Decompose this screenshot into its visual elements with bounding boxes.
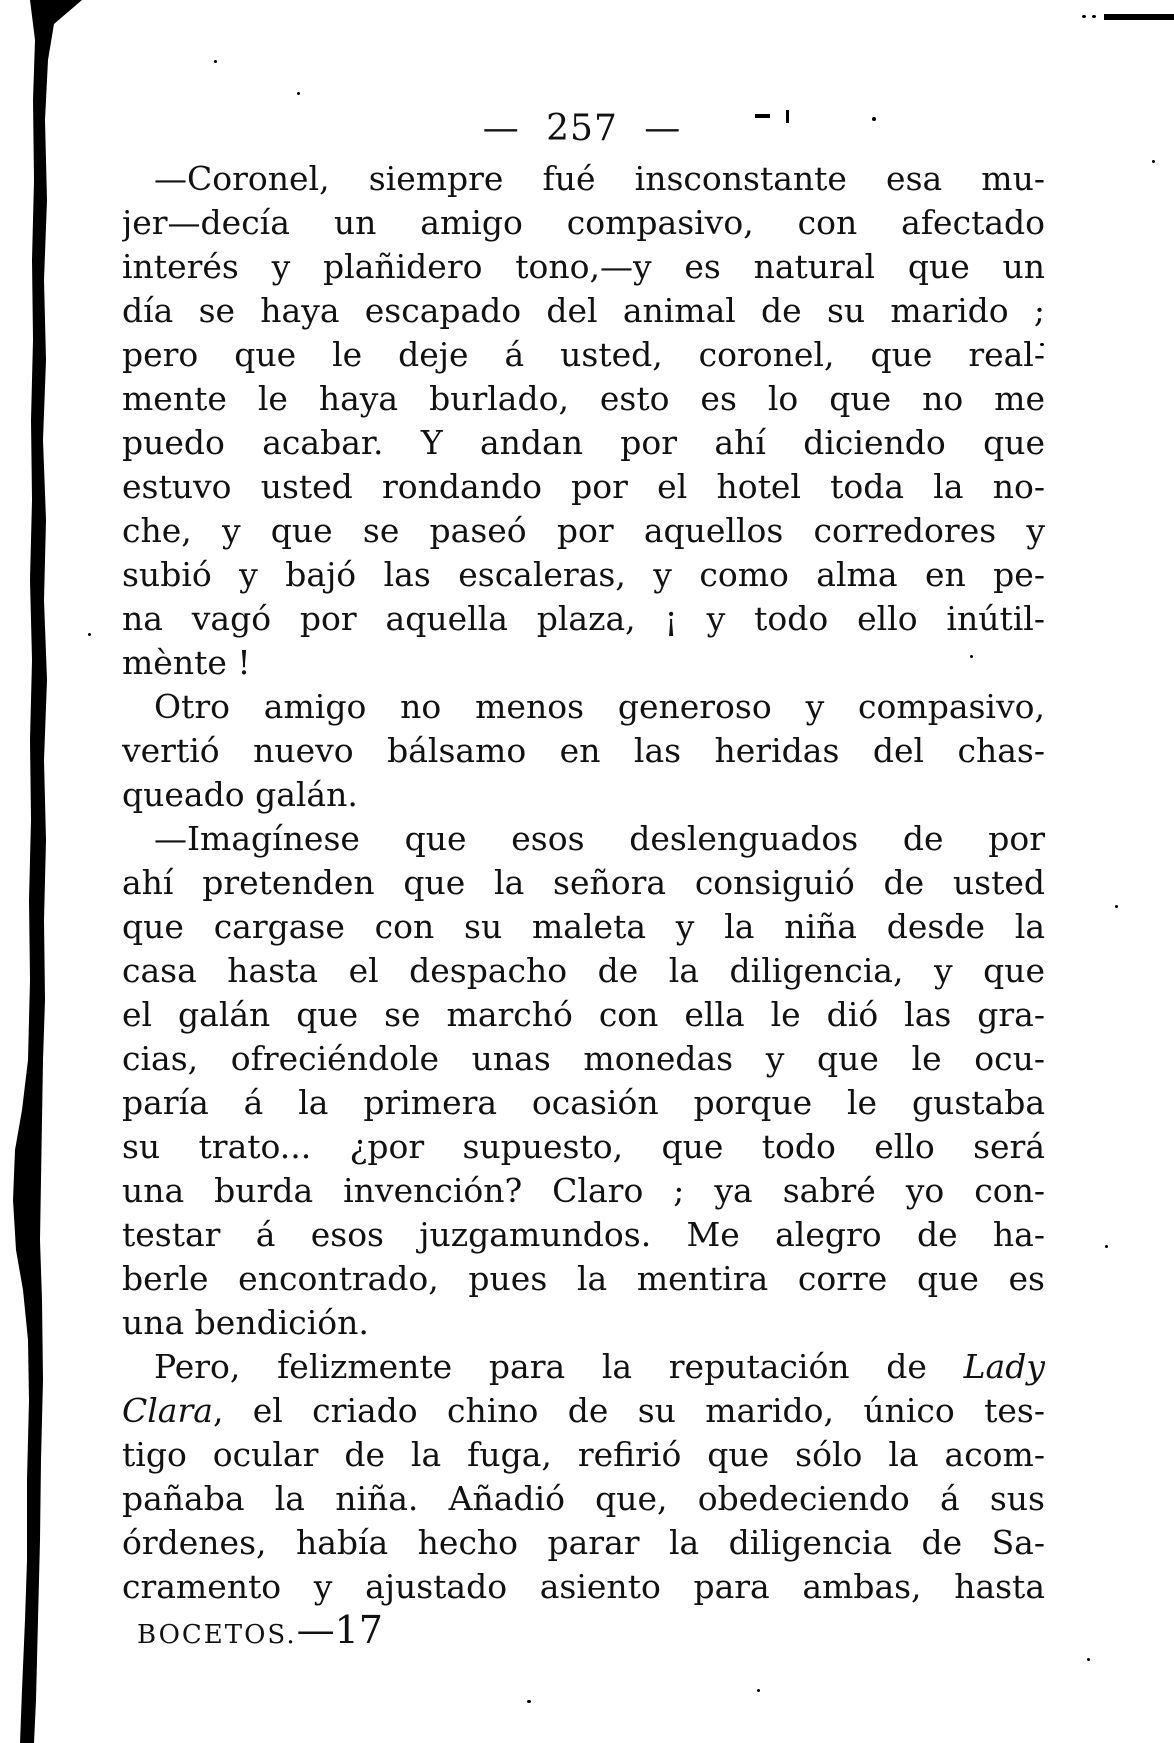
text-line — [122, 377, 1045, 421]
text-line — [122, 1037, 1045, 1081]
text-segment: cramento y ajustado asiento para ambas, hasta — [122, 1567, 1045, 1606]
text-line — [122, 1345, 1045, 1389]
text-segment: mente le haya burlado, esto es lo que no me — [122, 379, 1045, 418]
scan-speck — [757, 1689, 760, 1692]
text-segment: ahí pretenden que la señora consiguió de usted — [122, 863, 1045, 902]
text-line — [122, 1433, 1045, 1477]
text-line — [122, 421, 1045, 465]
text-segment: estuvo usted rondando por el hotel toda la no- — [122, 467, 1045, 506]
text-line — [122, 817, 1045, 861]
text-segment: pañaba la niña. Añadió que, obedeciendo á sus — [122, 1479, 1045, 1518]
text-segment: jer—decía un amigo compasivo, con afectado — [122, 203, 1045, 242]
text-line — [122, 1477, 1045, 1521]
gutter-shadow-band — [0, 0, 120, 1743]
text-segment: una bendición. — [122, 1303, 369, 1342]
text-segment: subió y bajó las escaleras, y como alma en pe- — [122, 555, 1045, 594]
text-line — [122, 1521, 1045, 1565]
text-line — [122, 861, 1045, 905]
footer-sheet-number: —17 — [296, 1608, 383, 1652]
page-footer — [137, 1606, 383, 1654]
italic-text: Clara — [122, 1391, 213, 1430]
text-segment: el galán que se marchó con ella le dió las gra- — [122, 995, 1045, 1034]
text-segment: cias, ofreciéndole unas monedas y que le ocu- — [122, 1039, 1045, 1078]
text-line — [122, 553, 1045, 597]
text-segment: na vagó por aquella plaza, ¡ y todo ello inútil- — [122, 599, 1045, 638]
scan-speck — [786, 110, 789, 123]
text-segment: che, y que se paseó por aquellos corredores y — [122, 511, 1045, 550]
text-line — [122, 157, 1045, 201]
scan-speck — [1115, 905, 1118, 908]
scan-speck — [755, 114, 770, 118]
text-line — [122, 773, 1045, 817]
text-line — [122, 201, 1045, 245]
text-segment: una burda invención? Claro ; ya sabré yo con- — [122, 1171, 1045, 1210]
text-line — [122, 1565, 1045, 1609]
scan-artifact-top-right — [1104, 14, 1174, 20]
text-segment: día se haya escapado del animal de su marido ; — [122, 291, 1045, 330]
scan-speck — [1152, 160, 1155, 163]
paragraph — [122, 685, 1045, 817]
scan-speck — [527, 1700, 531, 1703]
text-segment: tigo ocular de la fuga, refirió que sólo la acom- — [122, 1435, 1045, 1474]
text-line — [122, 641, 1045, 685]
text-line — [122, 1125, 1045, 1169]
text-line — [122, 465, 1045, 509]
text-segment: —Coronel, siempre fué insconstante esa mu- — [154, 159, 1045, 198]
text-line — [122, 905, 1045, 949]
text-segment: Pero, felizmente para la reputación de — [154, 1347, 964, 1386]
text-line — [122, 993, 1045, 1037]
text-segment: testar á esos juzgamundos. Me alegro de ha- — [122, 1215, 1045, 1254]
paragraph — [122, 1345, 1045, 1609]
text-segment: interés y plañidero tono,—y es natural que un — [122, 247, 1045, 286]
scan-speck — [1082, 15, 1086, 18]
text-segment: —Imagínese que esos deslenguados de por — [154, 819, 1045, 858]
text-line — [122, 949, 1045, 993]
page-number: — 257 — — [482, 108, 682, 149]
scan-speck — [872, 117, 876, 121]
text-line — [122, 685, 1045, 729]
scan-speck — [1087, 1658, 1090, 1661]
text-line — [122, 333, 1045, 377]
text-line — [122, 729, 1045, 773]
scan-speck — [1092, 15, 1096, 18]
text-line — [122, 289, 1045, 333]
paragraph — [122, 157, 1045, 685]
text-segment: paría á la primera ocasión porque le gustaba — [122, 1083, 1045, 1122]
text-segment: su trato... ¿por supuesto, que todo ello será — [122, 1127, 1045, 1166]
italic-text: Lady — [963, 1347, 1045, 1386]
text-segment: vertió nuevo bálsamo en las heridas del chas- — [122, 731, 1045, 770]
text-line — [122, 1257, 1045, 1301]
footer-signature: BOCETOS. — [137, 1620, 297, 1650]
text-line — [122, 1213, 1045, 1257]
text-segment: puedo acabar. Y andan por ahí diciendo que — [122, 423, 1045, 462]
scan-speck — [214, 60, 217, 63]
page-text-block — [122, 157, 1045, 1609]
text-segment: pero que le deje á usted, coronel, que real- — [122, 335, 1045, 374]
text-segment: , el criado chino de su marido, único tes- — [212, 1391, 1045, 1430]
paragraph — [122, 817, 1045, 1345]
scan-speck — [297, 92, 300, 95]
text-line — [122, 1389, 1045, 1433]
text-line — [122, 509, 1045, 553]
text-segment: mènte ! — [122, 643, 251, 682]
text-segment: casa hasta el despacho de la diligencia, y que — [122, 951, 1045, 990]
text-segment: que cargase con su maleta y la niña desde la — [122, 907, 1045, 946]
text-line — [122, 597, 1045, 641]
scan-speck — [1105, 1245, 1108, 1248]
text-segment: berle encontrado, pues la mentira corre que es — [122, 1259, 1045, 1298]
text-line — [122, 1081, 1045, 1125]
text-line — [122, 1169, 1045, 1213]
text-line — [122, 245, 1045, 289]
scan-speck — [88, 633, 91, 636]
text-line — [122, 1301, 1045, 1345]
text-segment: Otro amigo no menos generoso y compasivo, — [154, 687, 1045, 726]
text-segment: queado galán. — [122, 775, 358, 814]
text-segment: órdenes, había hecho parar la diligencia de Sa- — [122, 1523, 1045, 1562]
